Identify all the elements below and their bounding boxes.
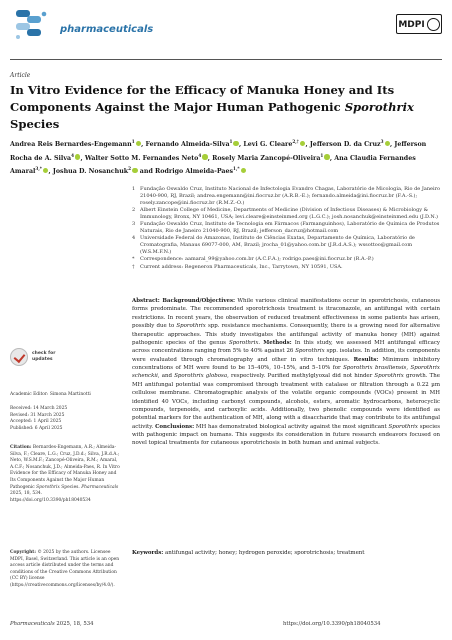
author[interactable] (10, 141, 141, 148)
author-affiliation-marker: 1,* (233, 166, 240, 172)
affiliation-text: Fundação Oswaldo Cruz, Instituto de Tecnologia em Fármacos (Farmanguinhos), Laboratório de Química de Produtos Naturais, Rio de Janeiro 21040-900, RJ, Brazil; jefferson_dacruz@hotmail.com (140, 221, 440, 235)
affiliation-item (132, 256, 440, 263)
date-item: Received: 14 March 2025 (10, 406, 68, 411)
copyright (10, 550, 122, 590)
abstract-text-3: . (258, 339, 264, 346)
keywords (132, 549, 440, 557)
affiliation-number: 4 (132, 235, 136, 242)
abstract-text-4: In this study, we assessed MH antifungal efficacy across concentrations ranging from 5% to 40% against 26 (132, 339, 440, 355)
footer-journal: Pharmaceuticals (10, 621, 55, 627)
date-item: Published: 6 April 2025 (10, 425, 63, 431)
citation-genus: Sporothrix (36, 484, 60, 490)
abstract-text-6: Minimum inhibitory concentrations of MH were found to be 15–40%, 10–15%, and 5–10% for (132, 356, 440, 371)
orcid-icon[interactable] (241, 168, 247, 174)
author-affiliation-marker: 1 (320, 152, 324, 158)
affiliation-item (132, 235, 440, 256)
affiliation-item (132, 186, 440, 207)
abstract-heading: Abstract: Background/Objectives: (132, 298, 236, 304)
author[interactable] (310, 141, 390, 148)
abstract-genus-4: Sporothrix (374, 373, 404, 380)
author-list: Andrea Reis Bernardes-Engemann$^1$ , Fernando Almeida-Silva$^1$ , Levi G. Cleare$^{2,\dagger}$ , Jefferson D. da Cruz$^3$ , Jefferson Rocha de A. Silva$^4$ , Walter Sotto M. Fernandes Neto$^4$ , Rosely Maria Zancopé-Oliveira$^1$ , Ana Claudia Fernandes Amaral$^{3,*}$ , Joshua D. Nosanchuk$^2$ and Rodrigo Almeida-Paes$^{1,*}$ (10, 139, 427, 176)
footer-ref: 2025, 18, 534 (54, 621, 94, 627)
keywords-text: antifungal activity; honey; hydrogen peroxide; sporotrichosis; treatment (163, 550, 365, 556)
affiliation-number: 2 (132, 207, 136, 214)
keywords-label: Keywords: (132, 550, 164, 556)
academic-editor-name: Simona Martinotti (48, 392, 91, 397)
citation-journal: Pharmaceuticals (81, 484, 119, 490)
affiliation-number: 1 (132, 186, 136, 192)
author-name: Joshua D. Nosanchuk (52, 168, 129, 176)
abstract (132, 297, 440, 448)
author[interactable] (146, 141, 239, 148)
date-item: Accepted: 1 April 2025 (10, 419, 62, 425)
author-affiliation-marker: 4 (71, 152, 74, 158)
abstract-results-heading: Results: (353, 356, 379, 363)
abstract-species-3: Sporothrix globosa (174, 373, 228, 380)
affiliation-item (132, 264, 440, 271)
author[interactable] (212, 152, 330, 162)
article-title (10, 82, 442, 133)
author-name: Rosely Maria Zancopé-Oliveira (212, 154, 321, 162)
abstract-text-11: MH has demonstrated biological activity against the most significant (194, 423, 389, 430)
check-for-updates-line-2: updates (32, 357, 53, 362)
copyright-label: Copyright: (10, 550, 36, 555)
abstract-genus-5: Sporothrix (388, 423, 418, 430)
abstract-text-1: While various clinical manifestations occur in sporotrichosis, cutaneous forms predominate. The recommended sporotrichosis treatment is itraconazole, an antifungal with certain restrictions. In recent years, the observation of reduced treatment effectiveness in some patients has arisen, possibly due to (132, 298, 440, 330)
author-affiliation-marker: 2 (128, 166, 132, 172)
citation (10, 445, 122, 504)
academic-editor-label: Academic Editor: (10, 392, 49, 397)
affiliation-number: 3 (132, 221, 136, 228)
affiliation-text: Fundação Oswaldo Cruz, Instituto Nacional de Infectologia Evandro Chagas, Laboratório de Micologia, Rio de Janeiro 21040-900, RJ, Brazil; andrea.engemann@ini.fiocruz.br (A.R.B.-E.); fernando.almeida@ini.fiocruz.br (F.A.-S.); rosely.zancope@ini.fiocruz.br (R.M.Z.-O.) (140, 186, 440, 207)
affiliations (132, 186, 440, 271)
citation-text-a: Bernardes-Engemann, A.R.; Almeida-Silva, F.; Cleare, L.G.; Cruz, J.D.d.; Silva, J.R.d.A.; Neto, W.S.M.F.; Zancopé-Oliveira, R.M.; Amaral, A.C.F.; Nosanchuk, J.D.; Almeida-Paes, R. In Vitro Evidence for the Efficacy of Manuka Honey and Its Components Against the Major Human Pathogenic (10, 445, 120, 490)
abstract-species-2: Sporothrix schenckii (132, 365, 440, 380)
author-affiliation-marker: 1 (131, 139, 135, 144)
affiliation-text: Current address: Regeneron Pharmaceuticals, Inc., Tarrytown, NY 10591, USA. (140, 263, 343, 270)
author[interactable] (84, 152, 208, 162)
abstract-genus-1: Sporothrix (176, 323, 206, 330)
academic-editor (10, 392, 122, 399)
abstract-text-2: spp. resistance mechanisms. Consequently, there is a growing need for alternative therapeutic approaches. This study investigates the antifungal activity of manuka honey (MH) against pathogenic species of the genus (132, 323, 441, 346)
author[interactable] (53, 168, 138, 175)
abstract-genus-2: Sporothrix (228, 339, 259, 346)
footer-doi-link[interactable]: https://doi.org/10.3390/ph18040534 (283, 621, 381, 627)
citation-text-b: Species. (59, 484, 82, 490)
journal-logo (10, 6, 54, 46)
journal-name[interactable]: pharmaceuticals (60, 24, 154, 35)
affiliation-item (132, 221, 440, 235)
title-part-1: In Vitro Evidence for the Efficacy of Manuka Honey and Its Components Against the Major Human Pathogenic (10, 83, 395, 114)
check-for-updates-icon (10, 348, 28, 366)
abstract-conclusions-heading: Conclusions: (155, 423, 195, 430)
author-affiliation-marker: 2,† (292, 139, 299, 144)
citation-label: Citation: (10, 445, 32, 450)
footer-citation (10, 621, 93, 627)
title-part-2: Species (10, 117, 60, 131)
author-affiliation-marker: 4 (198, 152, 202, 158)
author-name: Levi G. Cleare (243, 141, 293, 149)
check-for-updates-button[interactable] (10, 348, 70, 368)
author-name: Jefferson D. da Cruz (309, 141, 381, 149)
affiliation-text: Albert Einstein College of Medicine, Departments of Medicine (Division of Infectious Diseases) & Microbiology & Immunology, Bronx, NY 10461, USA; levi.cleare@einsteinmed.org (L.G.C.); josh.nosanchuk@einsteinmed.edu (J.D.N.) (140, 207, 438, 221)
citation-text-c[interactable]: 2025, 18, 534. https://doi.org/10.3390/ph18040534 (10, 491, 91, 503)
copyright-text: © 2025 by the authors. Licensee MDPI, Basel, Switzerland. This article is an open access article distributed under the terms and conditions of the Creative Commons Attribution (CC BY) license (https://creativecommons.org/licenses/by/4.0/). (10, 550, 120, 588)
check-for-updates-line-1: check for (32, 351, 56, 356)
abstract-text-10: growth. The MH antifungal potential was compromised through treatment with catalase or filtration through a 0.22 µm cellulose membrane. Chromatographic analysis of the volatile organic compounds (VOCs) present in MH identified 40 VOCs, including carbonyl compounds, alcohols, esters, aromatic hydrocarbons, heterocyclic compounds, terpenoids, and carboxylic acids. Additionally, two phenolic compounds were identified as potential markers for the authentication of MH, along with a disaccharide that may contribute to its antifungal activity. (132, 373, 440, 430)
affiliation-text: Universidade Federal do Amazonas, Instituto de Ciências Exatas, Departamento de Química, Laboratório de Cromatografia, Manaus 69077-000, AM, Brazil; jrocha_01@yahoo.com.br (J.R.d.A.S.); wssottoo@gmail.com (W.S.M.F.N.) (140, 235, 415, 256)
affiliation-number: * (132, 256, 135, 263)
author[interactable] (243, 141, 305, 148)
publisher-logo-circle-icon (427, 18, 440, 31)
author-name: Jefferson Rocha de A. Silva (10, 141, 427, 162)
abstract-text-7: , (406, 365, 411, 371)
author[interactable] (155, 168, 246, 175)
abstract-text-12: species with pathogenic impact on humans. This suggests its consideration in future research endeavors focused on novel topical treatments for cutaneous sporotrichosis in both human and animal subjects. (132, 423, 441, 447)
abstract-species-1: Sporothrix brasiliensis (343, 365, 407, 371)
author-affiliation-marker: 3,* (35, 166, 42, 172)
publisher-name: MDPI (398, 20, 425, 30)
author-name: Andrea Reis Bernardes-Engemann (10, 141, 132, 149)
date-item: Revised: 31 March 2025 (10, 412, 65, 418)
author-affiliation-marker: 1 (229, 139, 233, 144)
author-affiliation-marker: 3 (380, 139, 384, 144)
affiliation-number: † (132, 263, 135, 270)
affiliation-text: Correspondence: aamaral_99@yahoo.com.br (A.C.F.A.); rodrigo.paes@ini.fiocruz.br (R.A.-P.) (140, 256, 374, 263)
abstract-text-5: spp. isolates. In addition, its components were evaluated through chromatography and other in vitro techniques. (132, 348, 440, 363)
abstract-methods-heading: Methods: (263, 339, 292, 346)
abstract-genus-3: Sporothrix (295, 348, 325, 355)
author-name: Ana Claudia Fernandes Amaral (10, 154, 416, 176)
publisher-logo[interactable] (396, 14, 442, 34)
abstract-text-8: , and (157, 373, 175, 380)
affiliation-item (132, 207, 440, 221)
author-name: Rodrigo Almeida-Paes (155, 168, 234, 176)
abstract-text-9: , respectively. Purified methylglyoxal did not hinder (227, 373, 375, 380)
author-name: Walter Sotto M. Fernandes Neto (84, 154, 199, 162)
header-divider (10, 59, 442, 60)
title-genus: Sporothrix (344, 100, 414, 114)
article-type: Article (10, 72, 31, 79)
author-name: Fernando Almeida-Silva (145, 141, 230, 149)
dates (10, 406, 122, 432)
